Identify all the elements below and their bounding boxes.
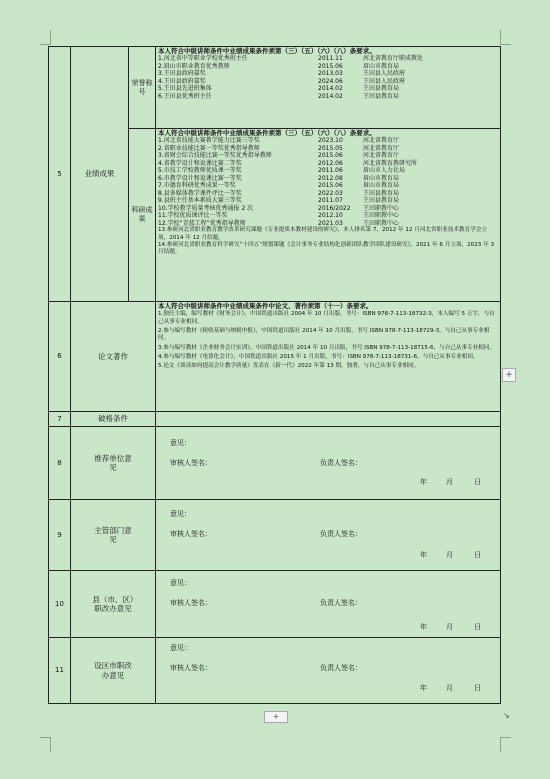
award-date: 2023.10 (318, 137, 343, 145)
opinion-cell[interactable] (156, 571, 501, 638)
award-title: 11.学校优质课评比一等奖 (158, 212, 228, 220)
date-year: 年 (420, 623, 427, 631)
row-category-label: 推荐单位意见 (94, 453, 132, 472)
paper-item: 1.独任主编，编写教材《财务会计》，中国铁道出版社 2004 年 10 月出版，书号：ISBN 978-7-113-18732-3，本人编写 5 万字，与自己从事专业相同。 (158, 311, 495, 325)
award-date: 2011.06 (318, 167, 343, 175)
row-number: 8 (49, 427, 71, 500)
date-day: 日 (474, 551, 481, 559)
opinion-cell[interactable] (156, 638, 501, 704)
row-category (71, 427, 156, 500)
award-issuer: 河北省教育厅 (363, 152, 400, 160)
award-date: 2021.03 (318, 219, 343, 227)
opinion-label: 意见： (170, 439, 191, 447)
award-item (158, 175, 498, 183)
award-date: 2015.05 (318, 144, 343, 152)
row-category-label: 设区市职改办意见 (94, 661, 132, 680)
crop-mark (500, 30, 511, 45)
research-list (158, 137, 498, 227)
award-issuer: 眉山市教育局 (363, 174, 400, 182)
award-item (158, 220, 498, 228)
award-date: 2011.11 (318, 55, 343, 63)
award-title: 4.王田县政府嘉奖 (158, 77, 206, 85)
row-category (71, 571, 156, 638)
award-title: 5.市技工学校教师优质课一等奖 (158, 167, 242, 175)
award-date: 2016/2022 (318, 204, 351, 212)
award-issuer: 王田职教中心 (363, 212, 400, 220)
table-resize-handle[interactable]: ↘ (503, 711, 510, 720)
award-issuer: 河北省教育厅职成教处 (363, 55, 424, 63)
award-item (158, 63, 498, 71)
date-year: 年 (420, 684, 427, 692)
table-row (49, 427, 501, 500)
honors-heading: 本人符合中级讲师条件中业绩成果条件须第（三）（五）（六）（八）条要求。 (158, 47, 376, 55)
reviewer-signature: 审核人签名： (170, 530, 212, 538)
award-title: 2.省职业技能比赛一等奖优秀指导教师 (158, 144, 260, 152)
award-title: 1.河北省技能大赛教学能力比赛三等奖 (158, 137, 260, 145)
paper-item: 2.参与编写教材《税收基础与纳税申报》，中国铁道出版社 2014 年 10 月出版，书号 ISBN 978-7-113-18729-3，与自己从事专业相同。 (158, 327, 490, 342)
award-item (158, 93, 498, 101)
papers-heading: 本人符合中级讲师条件中业绩成果条件中论文、著作须第（十一）条要求。 (158, 302, 373, 310)
add-row-button[interactable]: + (502, 368, 516, 382)
papers-cell (156, 302, 501, 412)
award-title: 2.眉山市职业教育优秀教师 (158, 62, 230, 70)
award-title: 3.省财会综合技能比赛一等奖优秀指导教师 (158, 152, 272, 160)
reviewer-signature: 审核人签名： (170, 599, 212, 607)
crop-mark (500, 737, 511, 752)
exception-cell (156, 412, 501, 427)
paper-item: 4.参与编写教材《电算化会计》，中国铁道出版社 2015 年 1 月出版，书号：ISBN 978-7-113-18731-6，与自己从事专业相同。 (158, 354, 479, 360)
award-title: 9.县班主任基本素质大赛三等奖 (158, 197, 242, 205)
award-issuer: 王田职教中心 (363, 219, 400, 227)
row-category-label: 主管部门意见 (94, 525, 132, 544)
award-item (158, 197, 498, 205)
date-day: 日 (474, 478, 481, 486)
date-day: 日 (474, 623, 481, 631)
award-issuer: 眉山市人力社局 (363, 167, 406, 175)
date-month: 月 (446, 623, 453, 631)
award-date: 2012.10 (318, 212, 343, 220)
row-number: 10 (49, 571, 71, 638)
award-issuer: 河北省教育厅 (363, 137, 400, 145)
award-date: 2014.02 (318, 85, 343, 93)
award-item (158, 55, 498, 63)
award-issuer: 王田县教育局 (363, 92, 400, 100)
date-year: 年 (420, 478, 427, 486)
award-item (158, 85, 498, 93)
date-year: 年 (420, 551, 427, 559)
award-item (158, 205, 498, 213)
award-date: 2014.02 (318, 92, 343, 100)
crop-mark (40, 30, 51, 45)
award-item (158, 190, 498, 198)
award-title: 12.学校“青蓝工程”优秀指导教师 (158, 219, 246, 227)
table-row (49, 500, 501, 571)
add-table-row-button[interactable]: + (264, 711, 288, 723)
row-category: 破格条件 (71, 412, 156, 427)
research-extra-2: 14.参研河北省职业教育科学研究“十四五”规划课题《会计事务专业结构化创新团队教学团队建设研究》，2021 年 6 月立项，2023 年 3 月结题。 (158, 241, 495, 256)
award-item (158, 145, 498, 153)
row-category (71, 500, 156, 571)
award-item (158, 182, 498, 190)
award-date: 2015.06 (318, 62, 343, 70)
date-day: 日 (474, 684, 481, 692)
row-category: 业绩成果 (71, 47, 129, 302)
award-item (158, 160, 498, 168)
award-date: 2015.06 (318, 152, 343, 160)
award-issuer: 王田职教中心 (363, 204, 400, 212)
honors-label: 荣誉称号 (129, 47, 156, 129)
award-issuer: 河北省教育厅 (363, 144, 400, 152)
row-number: 9 (49, 500, 71, 571)
award-item (158, 137, 498, 145)
award-item (158, 70, 498, 78)
paper-item: 3.参与编写教材《企业财务会计实训》，中国铁道出版社 2014 年 10 月出版，书号 ISBN 978-7-113-18715-6，与自己从事专业相同。 (158, 344, 496, 351)
row-number: 6 (49, 302, 71, 412)
award-issuer: 河北省教育教研究所 (363, 159, 418, 167)
leader-signature: 负责人签名： (320, 599, 362, 607)
award-issuer: 眉山市教育局 (363, 62, 400, 70)
award-title: 6.市教学设计和说课比赛一等奖 (158, 174, 242, 182)
paper-item: 5.论文《谈谈如何提高会计教学质量》发表在《新一代》2022 年第 13 期，独著，与自己从事专业相同。 (158, 363, 420, 370)
award-date: 2015.06 (318, 182, 343, 190)
award-issuer: 王田县人民政府 (363, 70, 406, 78)
row-category-label: 县（市、区）职改办意见 (92, 594, 134, 613)
leader-signature: 负责人签名： (320, 459, 362, 467)
award-title: 5.王田县先进班集体 (158, 85, 212, 93)
row-number: 7 (49, 412, 71, 427)
reviewer-signature: 审核人签名： (170, 459, 212, 467)
award-date: 2011.07 (318, 197, 343, 205)
award-title: 7.市德育科研优秀成果一等奖 (158, 182, 236, 190)
row-category (71, 638, 156, 704)
award-issuer: 王田县人民政府 (363, 77, 406, 85)
award-item (158, 212, 498, 220)
award-title: 4.省教学设计和说课比赛二等奖 (158, 159, 242, 167)
award-date: 2012.06 (318, 159, 343, 167)
table-row (49, 412, 501, 427)
research-heading: 本人符合中级讲师条件中业绩成果条件须第（三）（五）（六）（八）条要求。 (158, 129, 376, 137)
row-category: 论文著作 (71, 302, 156, 412)
award-item (158, 167, 498, 175)
honors-list (158, 55, 498, 100)
table-row (49, 302, 501, 412)
research-cell (156, 129, 501, 302)
award-title: 6.王田县优秀班主任 (158, 92, 212, 100)
research-label: 科研成果 (129, 129, 156, 302)
award-issuer: 王田县教育局 (363, 189, 400, 197)
research-extra-1: 13.参研河北省职业教育教学改革研究课题《专业提质本教材建设的研究》，本人排名第 7，2012 年 12 月河北省职业技术教育学会立项，2014 年 12 月结题。 (158, 227, 487, 241)
opinion-label: 意见： (170, 579, 191, 587)
leader-signature: 负责人签名： (320, 664, 362, 672)
opinion-cell[interactable] (156, 427, 501, 500)
award-date: 2013.03 (318, 70, 343, 78)
table-row (49, 638, 501, 704)
award-issuer: 王田县教育局 (363, 197, 400, 205)
row-number: 5 (49, 47, 71, 302)
award-title: 3.王田县政府嘉奖 (158, 70, 206, 78)
award-item (158, 152, 498, 160)
award-date: 2022.03 (318, 189, 343, 197)
award-item (158, 78, 498, 86)
table-row (49, 571, 501, 638)
crop-mark (40, 737, 51, 752)
table-row (49, 47, 501, 129)
award-date: 2024.06 (318, 77, 343, 85)
opinion-label: 意见： (170, 510, 191, 518)
award-title: 1.河北省中等职业学校优秀班主任 (158, 55, 248, 63)
leader-signature: 负责人签名： (320, 530, 362, 538)
award-date: 2012.08 (318, 174, 343, 182)
row-number: 11 (49, 638, 71, 704)
award-title: 8.县多媒体教学课件评比一等奖 (158, 189, 242, 197)
honors-cell (156, 47, 501, 129)
award-issuer: 眉山市教育局 (363, 182, 400, 190)
award-issuer: 王田县教育局 (363, 85, 400, 93)
opinion-label: 意见： (170, 644, 191, 652)
date-month: 月 (446, 551, 453, 559)
opinion-cell[interactable] (156, 500, 501, 571)
date-month: 月 (446, 478, 453, 486)
date-month: 月 (446, 684, 453, 692)
reviewer-signature: 审核人签名： (170, 664, 212, 672)
application-form-table (48, 46, 501, 704)
award-title: 10.学校教学质量考核优秀通报 2 次 (158, 204, 254, 212)
